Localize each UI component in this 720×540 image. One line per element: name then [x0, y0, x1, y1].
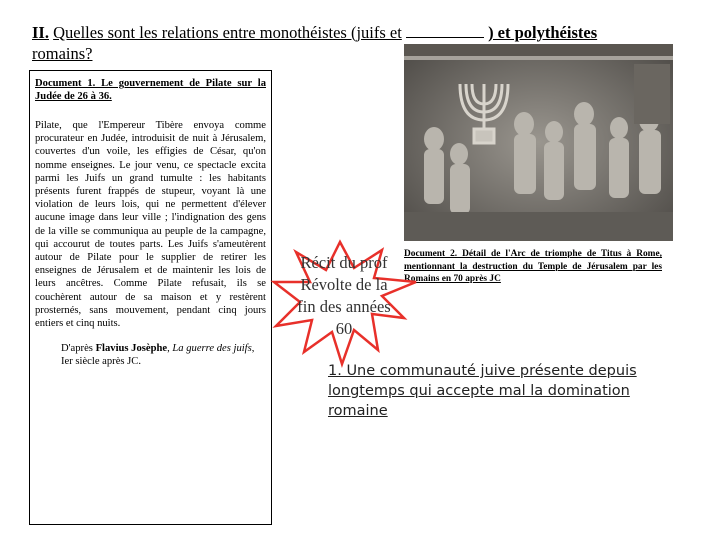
document-1-source: D'après Flavius Josèphe, La guerre des juifs, Ier siècle après JC.: [61, 343, 255, 368]
arch-of-titus-relief-image: [404, 44, 673, 241]
section-number: II.: [32, 23, 49, 42]
source-prefix: D'après: [61, 343, 96, 355]
blank-gap: [406, 25, 484, 38]
source-work: La guerre des juifs: [172, 343, 252, 355]
relief-illustration: [404, 44, 673, 241]
document-2-caption: Document 2. Détail de l'Arc de triomphe de Titus à Rome, mentionnant la destruction du Temple de Jérusalem par les Romains en 70 après JC: [404, 249, 662, 284]
document-1-heading: Document 1. Le gouvernement de Pilate sur la Judée de 26 à 36.: [35, 78, 266, 102]
title-part-1: Quelles sont les relations entre monothéistes (juifs et: [53, 23, 402, 42]
title-line-2: romains?: [32, 44, 93, 63]
source-author: Flavius Josèphe: [95, 343, 168, 355]
starburst-text: Récit du prof Révolte de la fin des années 60: [297, 253, 391, 338]
document-1-box: [29, 70, 272, 525]
title-part-2: ) et polythéistes: [488, 23, 598, 42]
answer-text: 1. Une communauté juive présente depuis longtemps qui accepte mal la domination romaine: [328, 363, 637, 419]
source-suffix: , Ier siècle après JC.: [61, 343, 255, 368]
document-1-text: Pilate, que l'Empereur Tibère envoya comme procurateur en Judée, introduisit de nuit à Jérusalem, couvertes d'un voile, les effigies de César, qu'on nomme enseignes. Le jour venu, ce spectacle excita parmi les Juifs un grand tumulte : les habitants présents furent frappés de stupeur, voyant là une violation de leurs lois, qui ne permettent d'élever aucune image dans leur ville ; l'indignation des gens de la ville se communiqua au peuple de la campagne, qui accourut de toutes parts. Les Juifs s'ameutèrent autour de Pilate pour le supplier de retirer les enseignes de Jérusalem et de maintenir les lois de leurs ancêtres. Comme Pilate refusait, ils se couchèrent autour de sa maison et y restèrent prosternés, sans mouvement, pendant cinq jours entiers et cinq nuits.: [35, 120, 266, 330]
